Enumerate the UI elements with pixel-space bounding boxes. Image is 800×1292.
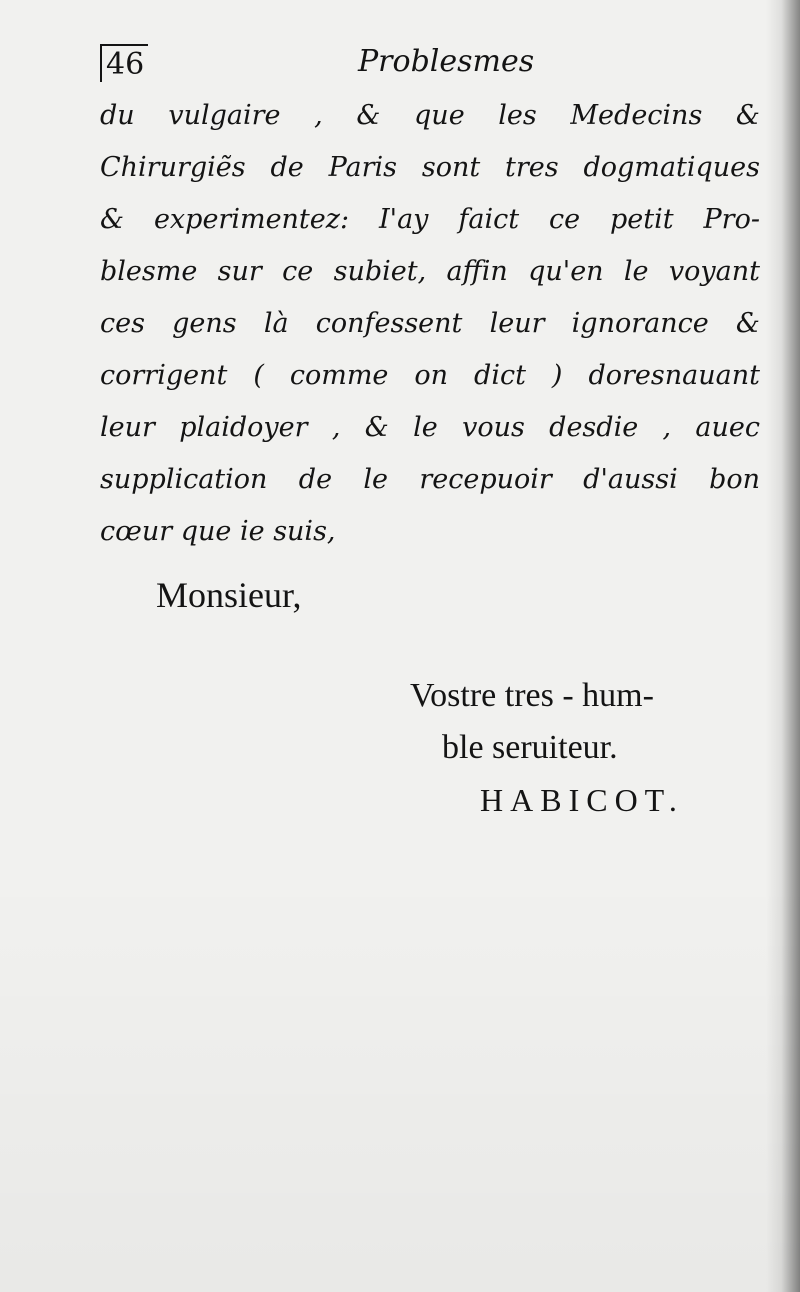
word: subiet, (333, 256, 427, 287)
word: Paris (328, 152, 398, 183)
text-line (100, 454, 760, 506)
word: corrigent (100, 360, 228, 391)
word: ignorance (571, 308, 709, 339)
word: & (100, 204, 125, 235)
text-line (100, 142, 760, 194)
word: le (623, 256, 649, 287)
word: ces (100, 308, 145, 339)
word: & (735, 100, 760, 131)
text-line (100, 246, 760, 298)
word: recepuoir (419, 464, 552, 495)
word: comme (289, 360, 389, 391)
word: I'ay (379, 204, 429, 235)
body-text (100, 90, 760, 558)
text-line (100, 90, 760, 142)
word: d'aussi (583, 464, 678, 495)
text-line (100, 298, 760, 350)
word: du (100, 100, 135, 131)
running-title: Problesmes (358, 44, 535, 79)
word: auec (695, 412, 760, 443)
word: plaidoyer (179, 412, 308, 443)
word: confessent (315, 308, 463, 339)
word: , (331, 412, 341, 443)
word: ) (551, 360, 563, 391)
word: leur (100, 412, 155, 443)
word: Pro- (703, 204, 760, 235)
word: blesme (100, 256, 198, 287)
word: cœur (100, 516, 173, 547)
word: petit (609, 204, 674, 235)
signature-block (410, 670, 760, 826)
signature-line: ble seruiteur. (442, 729, 618, 766)
word: ce (548, 204, 581, 235)
word: le (413, 412, 438, 443)
word: ie (239, 516, 265, 547)
word: desdie (549, 412, 639, 443)
word: ( (253, 360, 264, 391)
word: , (314, 100, 323, 131)
text-line (100, 402, 760, 454)
signature-line: Vostre tres - hum- (410, 677, 654, 714)
signature-name: HABICOT. (480, 782, 684, 818)
word: faict (458, 204, 520, 235)
word: affin (446, 256, 508, 287)
word: dogmatiques (583, 152, 760, 183)
word: bon (709, 464, 760, 495)
word: vulgaire (168, 100, 281, 131)
word: tres (505, 152, 559, 183)
word: & (735, 308, 760, 339)
word: qu'en (528, 256, 604, 287)
text-line (100, 194, 760, 246)
word: les (498, 100, 537, 131)
text-line (100, 506, 760, 558)
word: Chirurgiẽs (100, 152, 246, 183)
word: dict (474, 360, 526, 391)
word: suis, (273, 516, 336, 547)
word: & (364, 412, 389, 443)
word: ce (282, 256, 314, 287)
word: on (414, 360, 449, 391)
word: de (298, 464, 333, 495)
word: que (180, 516, 232, 547)
word: que (414, 100, 465, 131)
word: leur (489, 308, 545, 339)
word: doresnauant (588, 360, 760, 391)
word: , (662, 412, 672, 443)
word: là (263, 308, 289, 339)
word: vous (462, 412, 525, 443)
word: de (270, 152, 304, 183)
page-number: 46 (100, 44, 148, 82)
word: & (356, 100, 381, 131)
word: gens (172, 308, 237, 339)
word: sur (217, 256, 262, 287)
word: experimentez: (153, 204, 350, 235)
word: voyant (668, 256, 760, 287)
word: supplication (100, 464, 268, 495)
word: sont (421, 152, 481, 183)
word: Medecins (570, 100, 703, 131)
word: le (363, 464, 389, 495)
salutation: Monsieur, (156, 575, 302, 615)
text-line (100, 350, 760, 402)
page-header (100, 38, 760, 86)
